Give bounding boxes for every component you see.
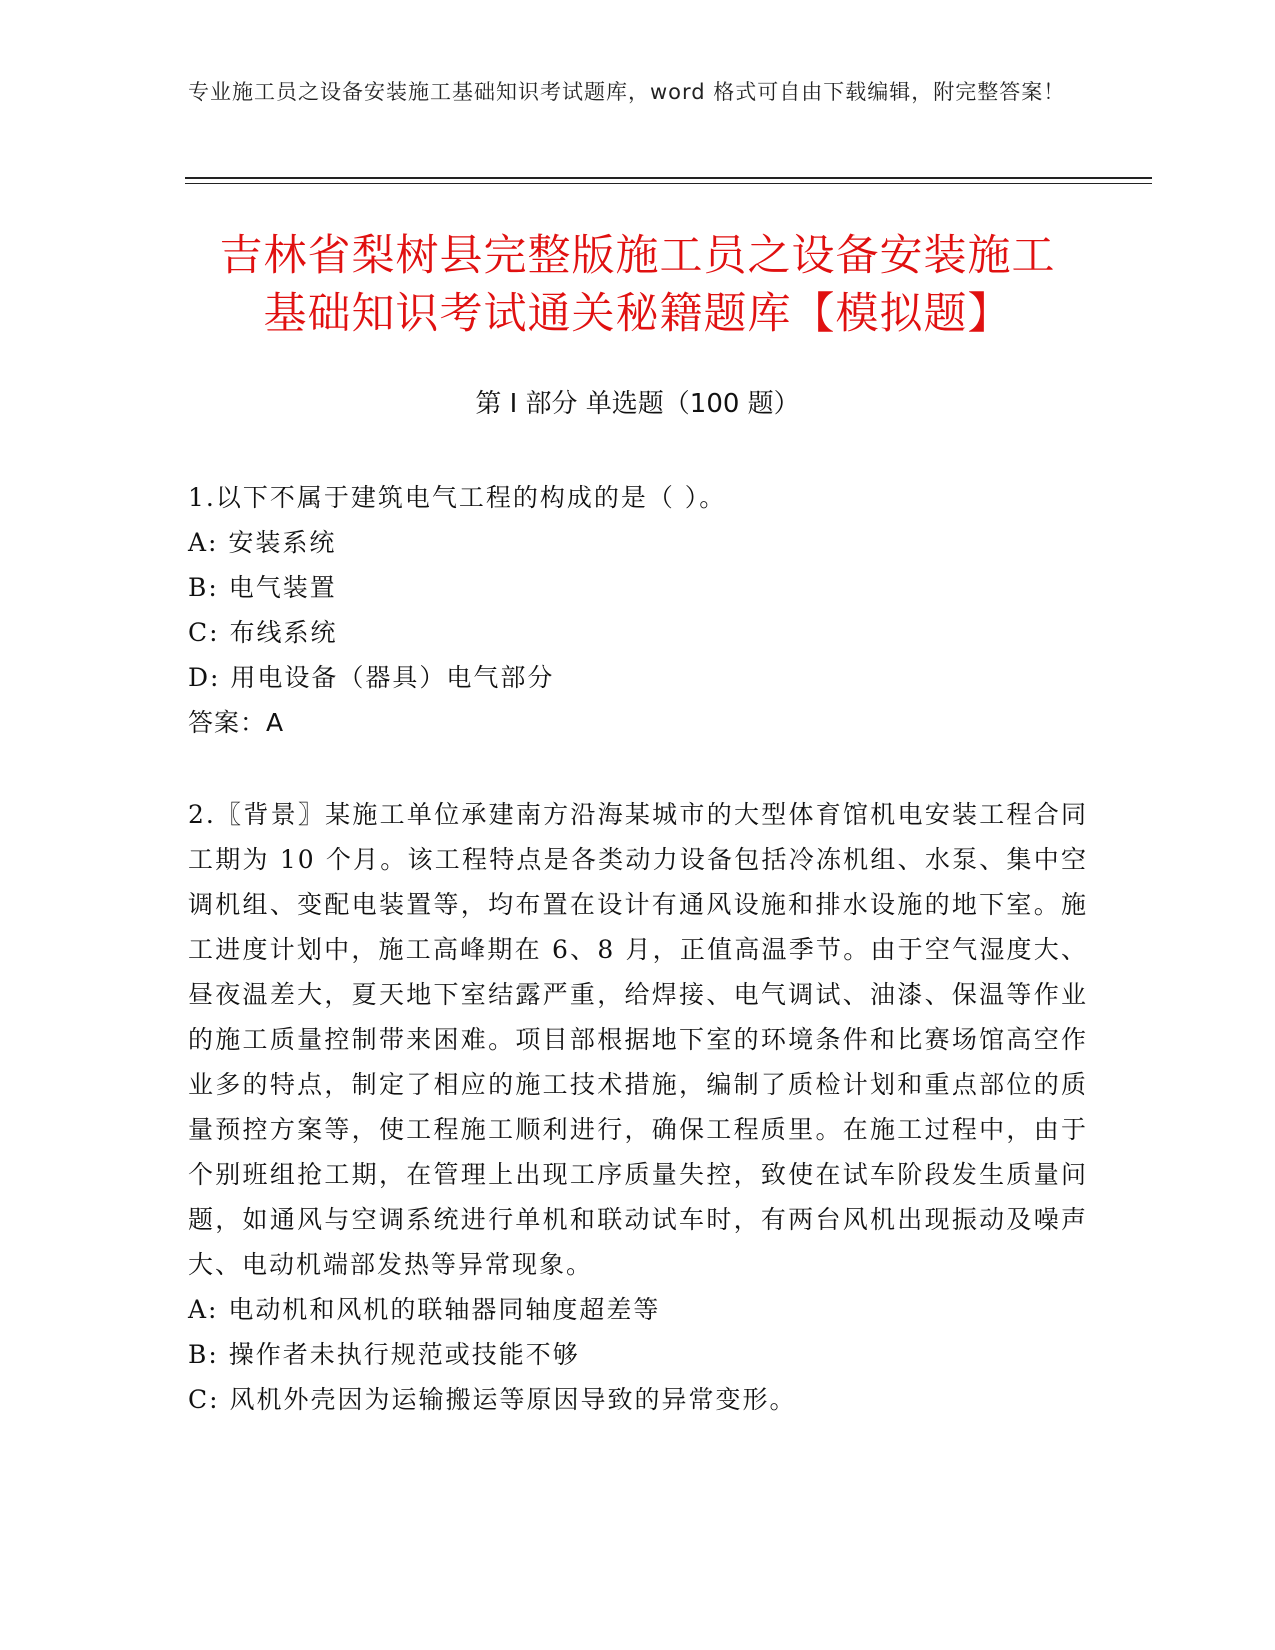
option-a: A: 电动机和风机的联轴器同轴度超差等 [188, 1295, 661, 1324]
document-title [120, 227, 1155, 343]
question-2 [188, 792, 1088, 1422]
answer-label: 答案：A [188, 708, 285, 737]
document-title-line-2: 基础知识考试通关秘籍题库【模拟题】 [263, 289, 1012, 339]
question-list [188, 475, 1088, 1422]
option-c: C: 风机外壳因为运输搬运等原因导致的异常变形。 [188, 1385, 797, 1414]
question-1 [188, 475, 1088, 745]
option-a: A: 安装系统 [188, 528, 337, 557]
header-divider-thin [185, 183, 1152, 184]
option-b: B: 操作者未执行规范或技能不够 [188, 1340, 580, 1369]
section-title: 第 I 部分 单选题（100 题） [475, 389, 800, 419]
header-note: 专业施工员之设备安装施工基础知识考试题库，word 格式可自由下载编辑，附完整答案！ [188, 80, 1066, 104]
option-d: D: 用电设备（器具）电气部分 [188, 663, 555, 692]
document-title-line-1: 吉林省梨树县完整版施工员之设备安装施工 [219, 231, 1056, 281]
option-c: C: 布线系统 [188, 618, 338, 647]
question-stem: 1.以下不属于建筑电气工程的构成的是（ ）。 [188, 483, 727, 512]
header-divider-thick [185, 177, 1152, 179]
question-stem: 2.〖背景〗某施工单位承建南方沿海某城市的大型体育馆机电安装工程合同工期为 10 个月。该工程特点是各类动力设备包括冷冻机组、水泵、集中空调机组、变配电装置等，均布置在设计有通风设施和排水设施的地下室。施工进度计划中，施工高峰期在 6、8 月，正值高温季节。由于空气湿度大、昼夜温差大，夏天地下室结露严重，给焊接、电气调试、油漆、保温等作业的施工质量控制带来困难。项目部根据地下室的环境条件和比赛场馆高空作业多的特点，制定了相应的施工技术措施，编制了质检计划和重点部位的质量预控方案等，使工程施工顺利进行，确保工程质里。在施工过程中，由于个别班组抢工期，在管理上出现工序质量失控，致使在试车阶段发生质量问题，如通风与空调系统进行单机和联动试车时，有两台风机出现振动及噪声大、电动机端部发热等异常现象。 [188, 800, 1088, 1279]
option-b: B: 电气装置 [188, 573, 337, 602]
